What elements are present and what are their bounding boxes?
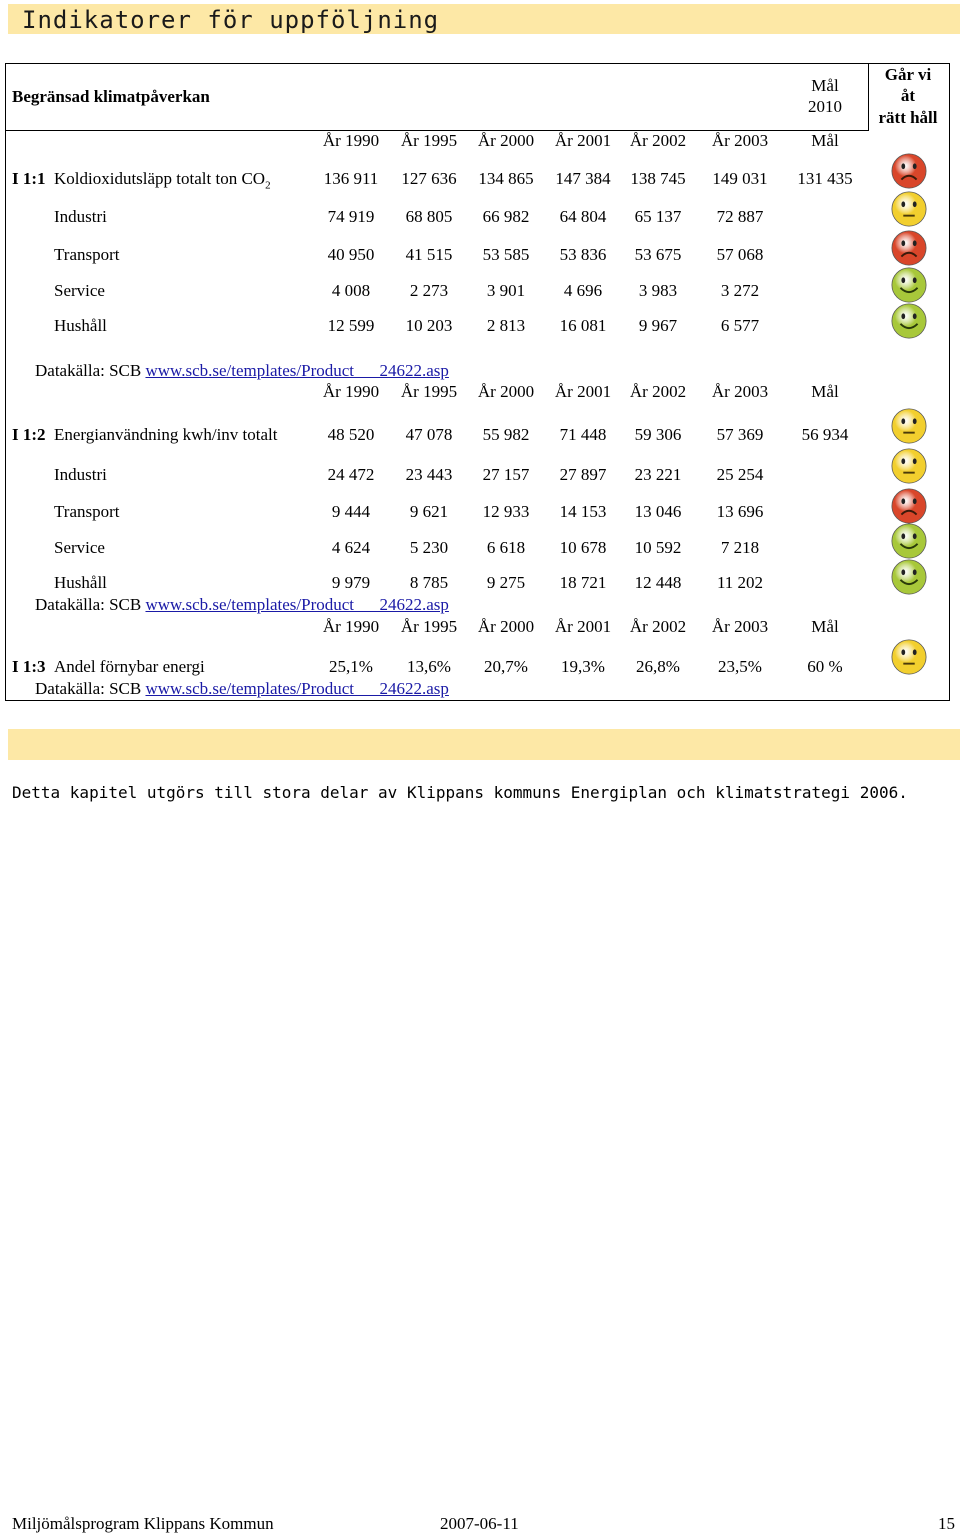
table-cell: 41 515 [405, 245, 453, 264]
table-cell: 25 254 [716, 465, 764, 484]
table-cell: 23,5% [718, 657, 762, 676]
year-header: År 2003 [711, 617, 769, 636]
neutral-face-icon [890, 190, 928, 228]
data-source [35, 595, 449, 615]
table-cell: 72 887 [716, 207, 764, 226]
table-cell: 149 031 [712, 169, 768, 188]
table-cell: 12 448 [634, 573, 682, 592]
year-header: År 2001 [554, 382, 612, 401]
sector-name: Transport [54, 245, 120, 264]
table-cell: 53 585 [482, 245, 530, 264]
table-cell: 12 599 [327, 316, 375, 335]
sad-face-icon [890, 229, 928, 267]
indicator-id: I 1:3 [12, 657, 46, 676]
goal-header: Mål [811, 382, 839, 401]
happy-face-icon [890, 302, 928, 340]
year-header: År 2002 [629, 617, 687, 636]
source-link[interactable]: www.scb.se/templates/Product___24622.asp [145, 361, 449, 380]
goal-value: 131 435 [797, 169, 853, 188]
year-header: År 2000 [477, 131, 535, 150]
table-cell: 3 983 [638, 281, 678, 300]
goal-value: 60 % [807, 657, 843, 676]
table-cell: 59 306 [634, 425, 682, 444]
status-column-heading: Går vi [884, 65, 932, 84]
table-cell: 8 785 [409, 573, 449, 592]
year-header: År 1990 [322, 382, 380, 401]
year-header: År 2000 [477, 382, 535, 401]
source-prefix: Datakälla: SCB [35, 679, 146, 698]
table-cell: 134 865 [478, 169, 534, 188]
table-cell: 11 202 [716, 573, 764, 592]
table-cell: 64 804 [559, 207, 607, 226]
table-cell: 3 901 [486, 281, 526, 300]
table-cell: 25,1% [329, 657, 373, 676]
year-header: År 2001 [554, 617, 612, 636]
table-cell: 3 272 [720, 281, 760, 300]
table-cell: 18 721 [559, 573, 607, 592]
table-cell: 9 621 [409, 502, 449, 521]
table-cell: 4 696 [563, 281, 603, 300]
table-cell: 13,6% [407, 657, 451, 676]
neutral-face-icon [890, 638, 928, 676]
sector-name: Hushåll [54, 316, 107, 335]
status-column-heading-3: rätt håll [878, 108, 938, 127]
goal-column-heading: Mål [811, 76, 839, 95]
indicator-name [54, 425, 277, 445]
happy-face-icon [890, 522, 928, 560]
table-cell: 127 636 [401, 169, 457, 188]
goal-value: 56 934 [801, 425, 849, 444]
neutral-face-icon [890, 407, 928, 445]
table-cell: 53 836 [559, 245, 607, 264]
column-divider [868, 63, 869, 130]
table-cell: 10 592 [634, 538, 682, 557]
table-cell: 2 273 [409, 281, 449, 300]
goal-column-year: 2010 [808, 97, 842, 116]
year-header: År 1990 [322, 617, 380, 636]
table-cell: 19,3% [561, 657, 605, 676]
table-cell: 20,7% [484, 657, 528, 676]
sector-name: Industri [54, 207, 107, 226]
footer-date: 2007-06-11 [440, 1514, 519, 1533]
table-cell: 57 068 [716, 245, 764, 264]
page-title: Indikatorer för uppföljning [22, 6, 440, 34]
year-header: År 1995 [400, 382, 458, 401]
source-link[interactable]: www.scb.se/templates/Product___24622.asp [145, 595, 449, 614]
section-heading: Begränsad klimatpåverkan [12, 87, 210, 106]
table-cell: 68 805 [405, 207, 453, 226]
indicator-name [54, 169, 271, 195]
data-source [35, 679, 449, 699]
source-prefix: Datakälla: SCB [35, 361, 146, 380]
indicator-name-text: Energianvändning kwh/inv totalt [54, 425, 278, 444]
table-cell: 4 008 [331, 281, 371, 300]
indicator-name-text: Koldioxidutsläpp totalt ton CO [54, 169, 266, 188]
table-cell: 48 520 [327, 425, 375, 444]
table-cell: 66 982 [482, 207, 530, 226]
table-cell: 53 675 [634, 245, 682, 264]
table-cell: 14 153 [559, 502, 607, 521]
sector-name: Service [54, 281, 105, 300]
sad-face-icon [890, 152, 928, 190]
sad-face-icon [890, 487, 928, 525]
happy-face-icon [890, 266, 928, 304]
year-header: År 2000 [477, 617, 535, 636]
year-header: År 2002 [629, 382, 687, 401]
sector-name: Industri [54, 465, 107, 484]
sector-name: Transport [54, 502, 120, 521]
source-link[interactable]: www.scb.se/templates/Product___24622.asp [145, 679, 449, 698]
table-cell: 2 813 [486, 316, 526, 335]
source-prefix: Datakälla: SCB [35, 595, 146, 614]
table-cell: 27 157 [482, 465, 530, 484]
table-cell: 26,8% [636, 657, 680, 676]
table-cell: 6 577 [720, 316, 760, 335]
table-cell: 65 137 [634, 207, 682, 226]
table-cell: 57 369 [716, 425, 764, 444]
sector-name: Hushåll [54, 573, 107, 592]
status-column-heading-2: åt [900, 86, 916, 105]
year-header: År 2001 [554, 131, 612, 150]
table-cell: 74 919 [327, 207, 375, 226]
year-header: År 2002 [629, 131, 687, 150]
happy-face-icon [890, 558, 928, 596]
year-header: År 1995 [400, 131, 458, 150]
footer-title: Miljömålsprogram Klippans Kommun [12, 1514, 274, 1533]
table-cell: 9 275 [486, 573, 526, 592]
table-cell: 16 081 [559, 316, 607, 335]
table-cell: 40 950 [327, 245, 375, 264]
year-header: År 1995 [400, 617, 458, 636]
subscript: 2 [265, 179, 271, 192]
table-cell: 23 221 [634, 465, 682, 484]
sector-name: Service [54, 538, 105, 557]
table-cell: 10 203 [405, 316, 453, 335]
table-cell: 147 384 [555, 169, 611, 188]
table-cell: 12 933 [482, 502, 530, 521]
table-cell: 47 078 [405, 425, 453, 444]
table-cell: 6 618 [486, 538, 526, 557]
table-cell: 7 218 [720, 538, 760, 557]
table-cell: 71 448 [559, 425, 607, 444]
table-cell: 27 897 [559, 465, 607, 484]
bottom-band [8, 729, 960, 760]
page-number: 15 [938, 1514, 955, 1533]
indicator-name-text: Andel förnybar energi [54, 657, 205, 676]
table-cell: 136 911 [323, 169, 379, 188]
chapter-note: Detta kapitel utgörs till stora delar av Klippans kommuns Energiplan och klimatstrategi 2006. [12, 783, 908, 802]
table-cell: 9 444 [331, 502, 371, 521]
table-cell: 9 967 [638, 316, 678, 335]
indicator-id: I 1:2 [12, 425, 46, 444]
goal-header: Mål [811, 617, 839, 636]
table-cell: 23 443 [405, 465, 453, 484]
table-cell: 4 624 [331, 538, 371, 557]
year-header: År 1990 [322, 131, 380, 150]
indicator-name [54, 657, 205, 677]
goal-header: Mål [811, 131, 839, 150]
table-cell: 13 696 [716, 502, 764, 521]
year-header: År 2003 [711, 382, 769, 401]
year-header: År 2003 [711, 131, 769, 150]
table-cell: 5 230 [409, 538, 449, 557]
indicator-id: I 1:1 [12, 169, 46, 188]
table-cell: 24 472 [327, 465, 375, 484]
table-cell: 10 678 [559, 538, 607, 557]
neutral-face-icon [890, 447, 928, 485]
table-cell: 138 745 [630, 169, 686, 188]
table-cell: 55 982 [482, 425, 530, 444]
table-cell: 13 046 [634, 502, 682, 521]
table-cell: 9 979 [331, 573, 371, 592]
data-source [35, 361, 449, 381]
